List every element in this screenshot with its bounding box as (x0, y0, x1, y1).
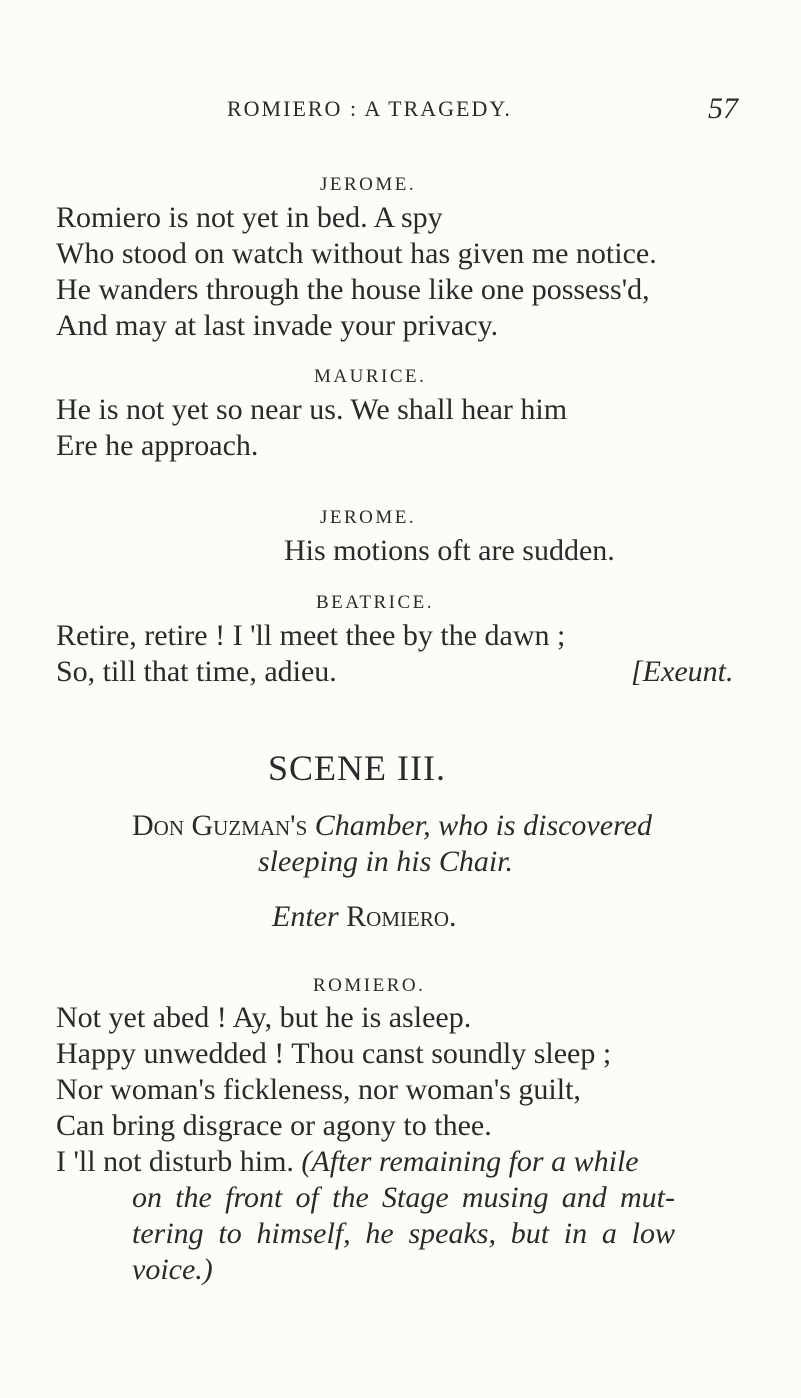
verse-block-maurice (56, 392, 567, 464)
verse-block-jerome (56, 200, 657, 344)
verse-line: Happy unwedded ! Thou canst soundly sleep ; (56, 1037, 612, 1070)
verse-line: His motions oft are sudden. (284, 534, 615, 567)
verse-text: I 'll not disturb him. (56, 1145, 294, 1178)
speaker-maurice: MAURICE. (314, 366, 427, 387)
stage-direction: (After remaining for a while (301, 1145, 639, 1178)
verse-line: Can bring disgrace or agony to thee. (56, 1109, 492, 1142)
running-header: ROMIERO : A TRAGEDY. (227, 96, 512, 121)
scene-direction-line1 (132, 808, 652, 844)
stage-direction-line: voice.) (132, 1253, 213, 1286)
speaker-beatrice: BEATRICE. (316, 592, 435, 613)
speaker-jerome: JEROME. (320, 174, 417, 195)
scene-direction-text: Chamber, who is discovered (314, 809, 652, 842)
verse-line: Ere he approach. (56, 429, 259, 462)
stage-direction-line: tering to himself, he speaks, but in a low (132, 1217, 675, 1250)
verse-line: So, till that time, adieu. (56, 655, 337, 688)
page-number: 57 (708, 92, 738, 125)
enter-word: Enter (272, 900, 339, 933)
enter-name: Romiero. (346, 900, 457, 933)
enter-direction (272, 899, 457, 935)
verse-line-with-stage (56, 1144, 639, 1180)
verse-line: Nor woman's fickleness, nor woman's guilt, (56, 1073, 581, 1106)
verse-line: Romiero is not yet in bed. A spy (56, 201, 443, 234)
scene-direction-line2: sleeping in his Chair. (258, 845, 514, 878)
verse-line: And may at last invade your privacy. (56, 309, 499, 342)
verse-line: He is not yet so near us. We shall hear him (56, 393, 568, 426)
scene-heading: SCENE III. (268, 748, 446, 788)
speaker-romiero: ROMIERO. (313, 975, 426, 996)
verse-block-romiero (56, 1000, 611, 1144)
scene-character: Don Guzman's (132, 809, 308, 842)
verse-line: He wanders through the house like one possess'd, (56, 273, 650, 306)
stage-direction-exeunt: [Exeunt. (631, 655, 734, 688)
verse-line: Who stood on watch without has given me notice. (56, 237, 657, 270)
verse-line: Not yet abed ! Ay, but he is asleep. (56, 1001, 472, 1034)
verse-line: Retire, retire ! I 'll meet thee by the dawn ; (56, 619, 566, 652)
speaker-jerome-2: JEROME. (320, 507, 417, 528)
stage-direction-line: on the front of the Stage musing and mut- (132, 1181, 675, 1214)
